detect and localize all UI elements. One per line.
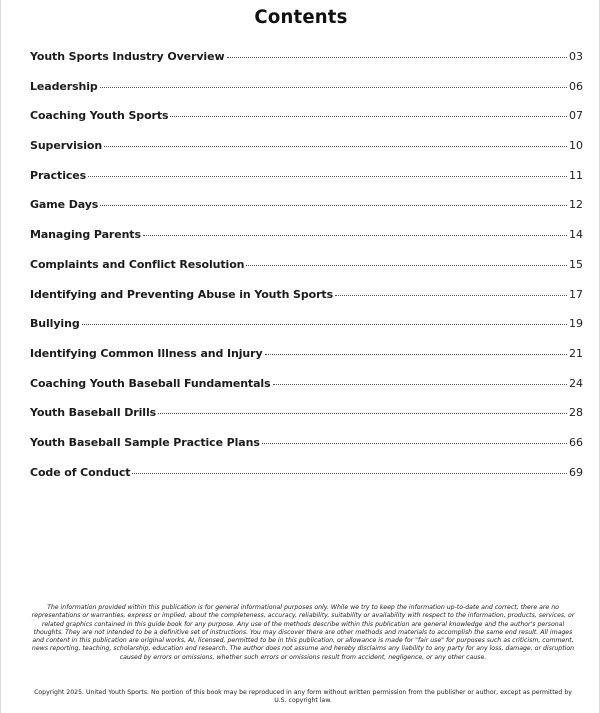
toc-dot-leader (262, 443, 567, 444)
toc-entry-page: 14 (569, 228, 583, 242)
disclaimer-text: The information provided within this publication is for general informational purposes only. While we try to keep the information up-to-date and correct, there are no representations or warranties, express or implied, about the completeness, accuracy, reliability, suitability or availability with respect to the information, products, services, or related graphics contained in this guide book for any purpose. Any use of the methods describe within this publication are general knowledge and the author's personal thoughts. They are not intended to be a definitive set of instructions. You may discover there are other methods and materials to accomplish the same end result. All images and content in this publication are original works, AI, licensed, permitted to be in this publication, or allowance is made for "fair use" for purposes such as criticism, comment, news reporting, teaching, scholarship, education and research. The author does not assume and hereby disclaims any liability to any party for any loss, damage, or disruption caused by errors or omissions, whether such errors or omissions result from accident, negligence, or any other cause. (31, 604, 575, 661)
table-of-contents (30, 50, 583, 495)
toc-entry-page: 69 (569, 465, 583, 479)
toc-entry-page: 21 (569, 346, 583, 360)
toc-entry-label: Supervision (30, 139, 103, 153)
toc-entry-label: Practices (30, 168, 87, 182)
toc-entry (30, 436, 583, 466)
toc-entry-label: Bullying (30, 317, 80, 331)
toc-dot-leader (335, 295, 567, 296)
toc-entry (30, 406, 583, 436)
toc-entry-page: 12 (569, 198, 583, 212)
toc-entry-label: Youth Baseball Sample Practice Plans (30, 435, 260, 449)
toc-entry-page: 06 (569, 79, 583, 93)
toc-entry (30, 377, 583, 407)
toc-entry (30, 169, 583, 199)
toc-entry-page: 07 (569, 109, 583, 123)
toc-entry-label: Identifying Common Illness and Injury (30, 346, 263, 360)
toc-dot-leader (158, 413, 567, 414)
toc-entry-page: 19 (569, 317, 583, 331)
toc-entry-label: Game Days (30, 198, 99, 212)
toc-entry (30, 50, 583, 80)
toc-dot-leader (246, 265, 567, 266)
toc-entry-label: Complaints and Conflict Resolution (30, 257, 245, 271)
toc-entry-page: 17 (569, 287, 583, 301)
toc-entry-label: Identifying and Preventing Abuse in Youth Sports (30, 287, 334, 301)
toc-entry-page: 11 (569, 168, 583, 182)
toc-entry-label: Code of Conduct (30, 465, 131, 479)
toc-dot-leader (100, 205, 567, 206)
toc-entry-label: Coaching Youth Sports (30, 109, 169, 123)
toc-entry (30, 198, 583, 228)
toc-entry-page: 10 (569, 139, 583, 153)
toc-entry (30, 347, 583, 377)
toc-dot-leader (273, 384, 567, 385)
toc-entry-page: 15 (569, 257, 583, 271)
toc-entry (30, 228, 583, 258)
toc-entry-label: Youth Sports Industry Overview (30, 50, 225, 63)
toc-entry-page: 28 (569, 406, 583, 420)
toc-entry-page: 03 (569, 50, 583, 63)
toc-entry-label: Leadership (30, 79, 98, 93)
toc-dot-leader (170, 116, 567, 117)
copyright-text: Copyright 2025. United Youth Sports. No portion of this book may be reproduced in any form without written permission from the publisher or author, except as permitted by U.S. copyright law. (34, 689, 572, 705)
toc-entry (30, 466, 583, 496)
toc-dot-leader (82, 324, 567, 325)
toc-entry-label: Coaching Youth Baseball Fundamentals (30, 376, 271, 390)
toc-entry (30, 109, 583, 139)
toc-dot-leader (104, 146, 567, 147)
toc-entry (30, 288, 583, 318)
toc-dot-leader (143, 235, 567, 236)
toc-dot-leader (227, 57, 567, 58)
toc-dot-leader (100, 87, 567, 88)
toc-entry (30, 139, 583, 169)
toc-entry-label: Youth Baseball Drills (30, 406, 157, 420)
toc-entry (30, 80, 583, 110)
page-title: Contents (254, 6, 348, 28)
toc-dot-leader (88, 176, 567, 177)
toc-entry (30, 258, 583, 288)
toc-entry-page: 66 (569, 435, 583, 449)
toc-dot-leader (132, 473, 567, 474)
toc-entry-label: Managing Parents (30, 228, 141, 242)
toc-entry (30, 317, 583, 347)
toc-dot-leader (265, 354, 567, 355)
toc-entry-page: 24 (569, 376, 583, 390)
